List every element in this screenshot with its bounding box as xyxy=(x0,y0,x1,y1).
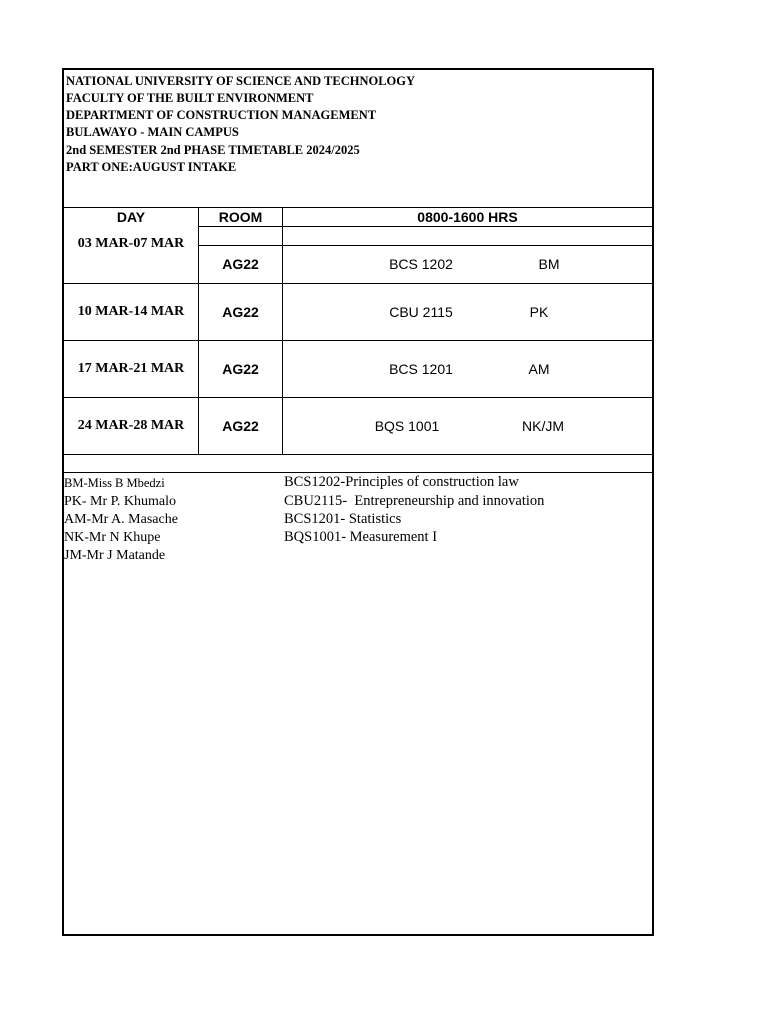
table-row-4-lecturer: NK/JM xyxy=(522,417,564,434)
table-row-4-course: BQS 1001 xyxy=(374,417,440,434)
course-key-item: CBU2115- Entrepreneurship and innovation xyxy=(284,493,545,509)
table-row-2-room: AG22 xyxy=(222,303,259,320)
table-row-3-room: AG22 xyxy=(222,360,259,377)
column-header-room: ROOM xyxy=(218,208,263,225)
table-row-3-day: 17 MAR-21 MAR xyxy=(77,360,185,376)
table-row-4-room: AG22 xyxy=(222,417,259,434)
table-row-1-day: 03 MAR-07 MAR xyxy=(77,235,185,251)
table-row-1-room: AG22 xyxy=(222,256,259,272)
intake-label: PART ONE:AUGUST INTAKE xyxy=(66,160,237,174)
lecturer-key-item: JM-Mr J Matande xyxy=(64,548,166,563)
table-row-3-lecturer: AM xyxy=(528,360,550,377)
faculty-name: FACULTY OF THE BUILT ENVIRONMENT xyxy=(66,91,314,105)
course-key-item: BCS1202-Principles of construction law xyxy=(284,474,519,490)
timetable-frame xyxy=(62,68,654,936)
lecturer-key-item: NK-Mr N Khupe xyxy=(64,530,161,545)
column-header-time-slot: 0800-1600 HRS xyxy=(417,208,518,225)
department-name: DEPARTMENT OF CONSTRUCTION MANAGEMENT xyxy=(66,108,377,122)
university-name: NATIONAL UNIVERSITY OF SCIENCE AND TECHNOLOGY xyxy=(66,74,416,88)
table-row-1-lecturer: BM xyxy=(538,256,560,272)
table-bottom-border xyxy=(64,454,652,455)
table-row-2-course: CBU 2115 xyxy=(389,303,453,320)
course-key-item: BCS1201- Statistics xyxy=(284,511,402,527)
table-row-3-course: BCS 1201 xyxy=(389,360,453,377)
header-sub-border xyxy=(198,226,652,227)
column-header-day: DAY xyxy=(116,208,146,225)
room-slot-divider xyxy=(282,207,283,454)
course-key-item: BQS1001- Measurement I xyxy=(284,529,438,545)
lecturer-key-item: PK- Mr P. Khumalo xyxy=(64,494,177,509)
lecturer-key-item: AM-Mr A. Masache xyxy=(64,512,178,527)
lecturer-key-item: BM-Miss B Mbedzi xyxy=(64,476,165,490)
campus-name: BULAWAYO - MAIN CAMPUS xyxy=(66,125,239,139)
table-row-2-day: 10 MAR-14 MAR xyxy=(77,303,185,319)
spacer-bottom-border xyxy=(64,472,652,473)
table-row-4-day: 24 MAR-28 MAR xyxy=(77,417,185,433)
timetable-title: 2nd SEMESTER 2nd PHASE TIMETABLE 2024/2025 xyxy=(66,143,360,157)
table-row-1-course: BCS 1202 xyxy=(389,256,453,272)
table-row-2-lecturer: PK xyxy=(529,303,549,320)
